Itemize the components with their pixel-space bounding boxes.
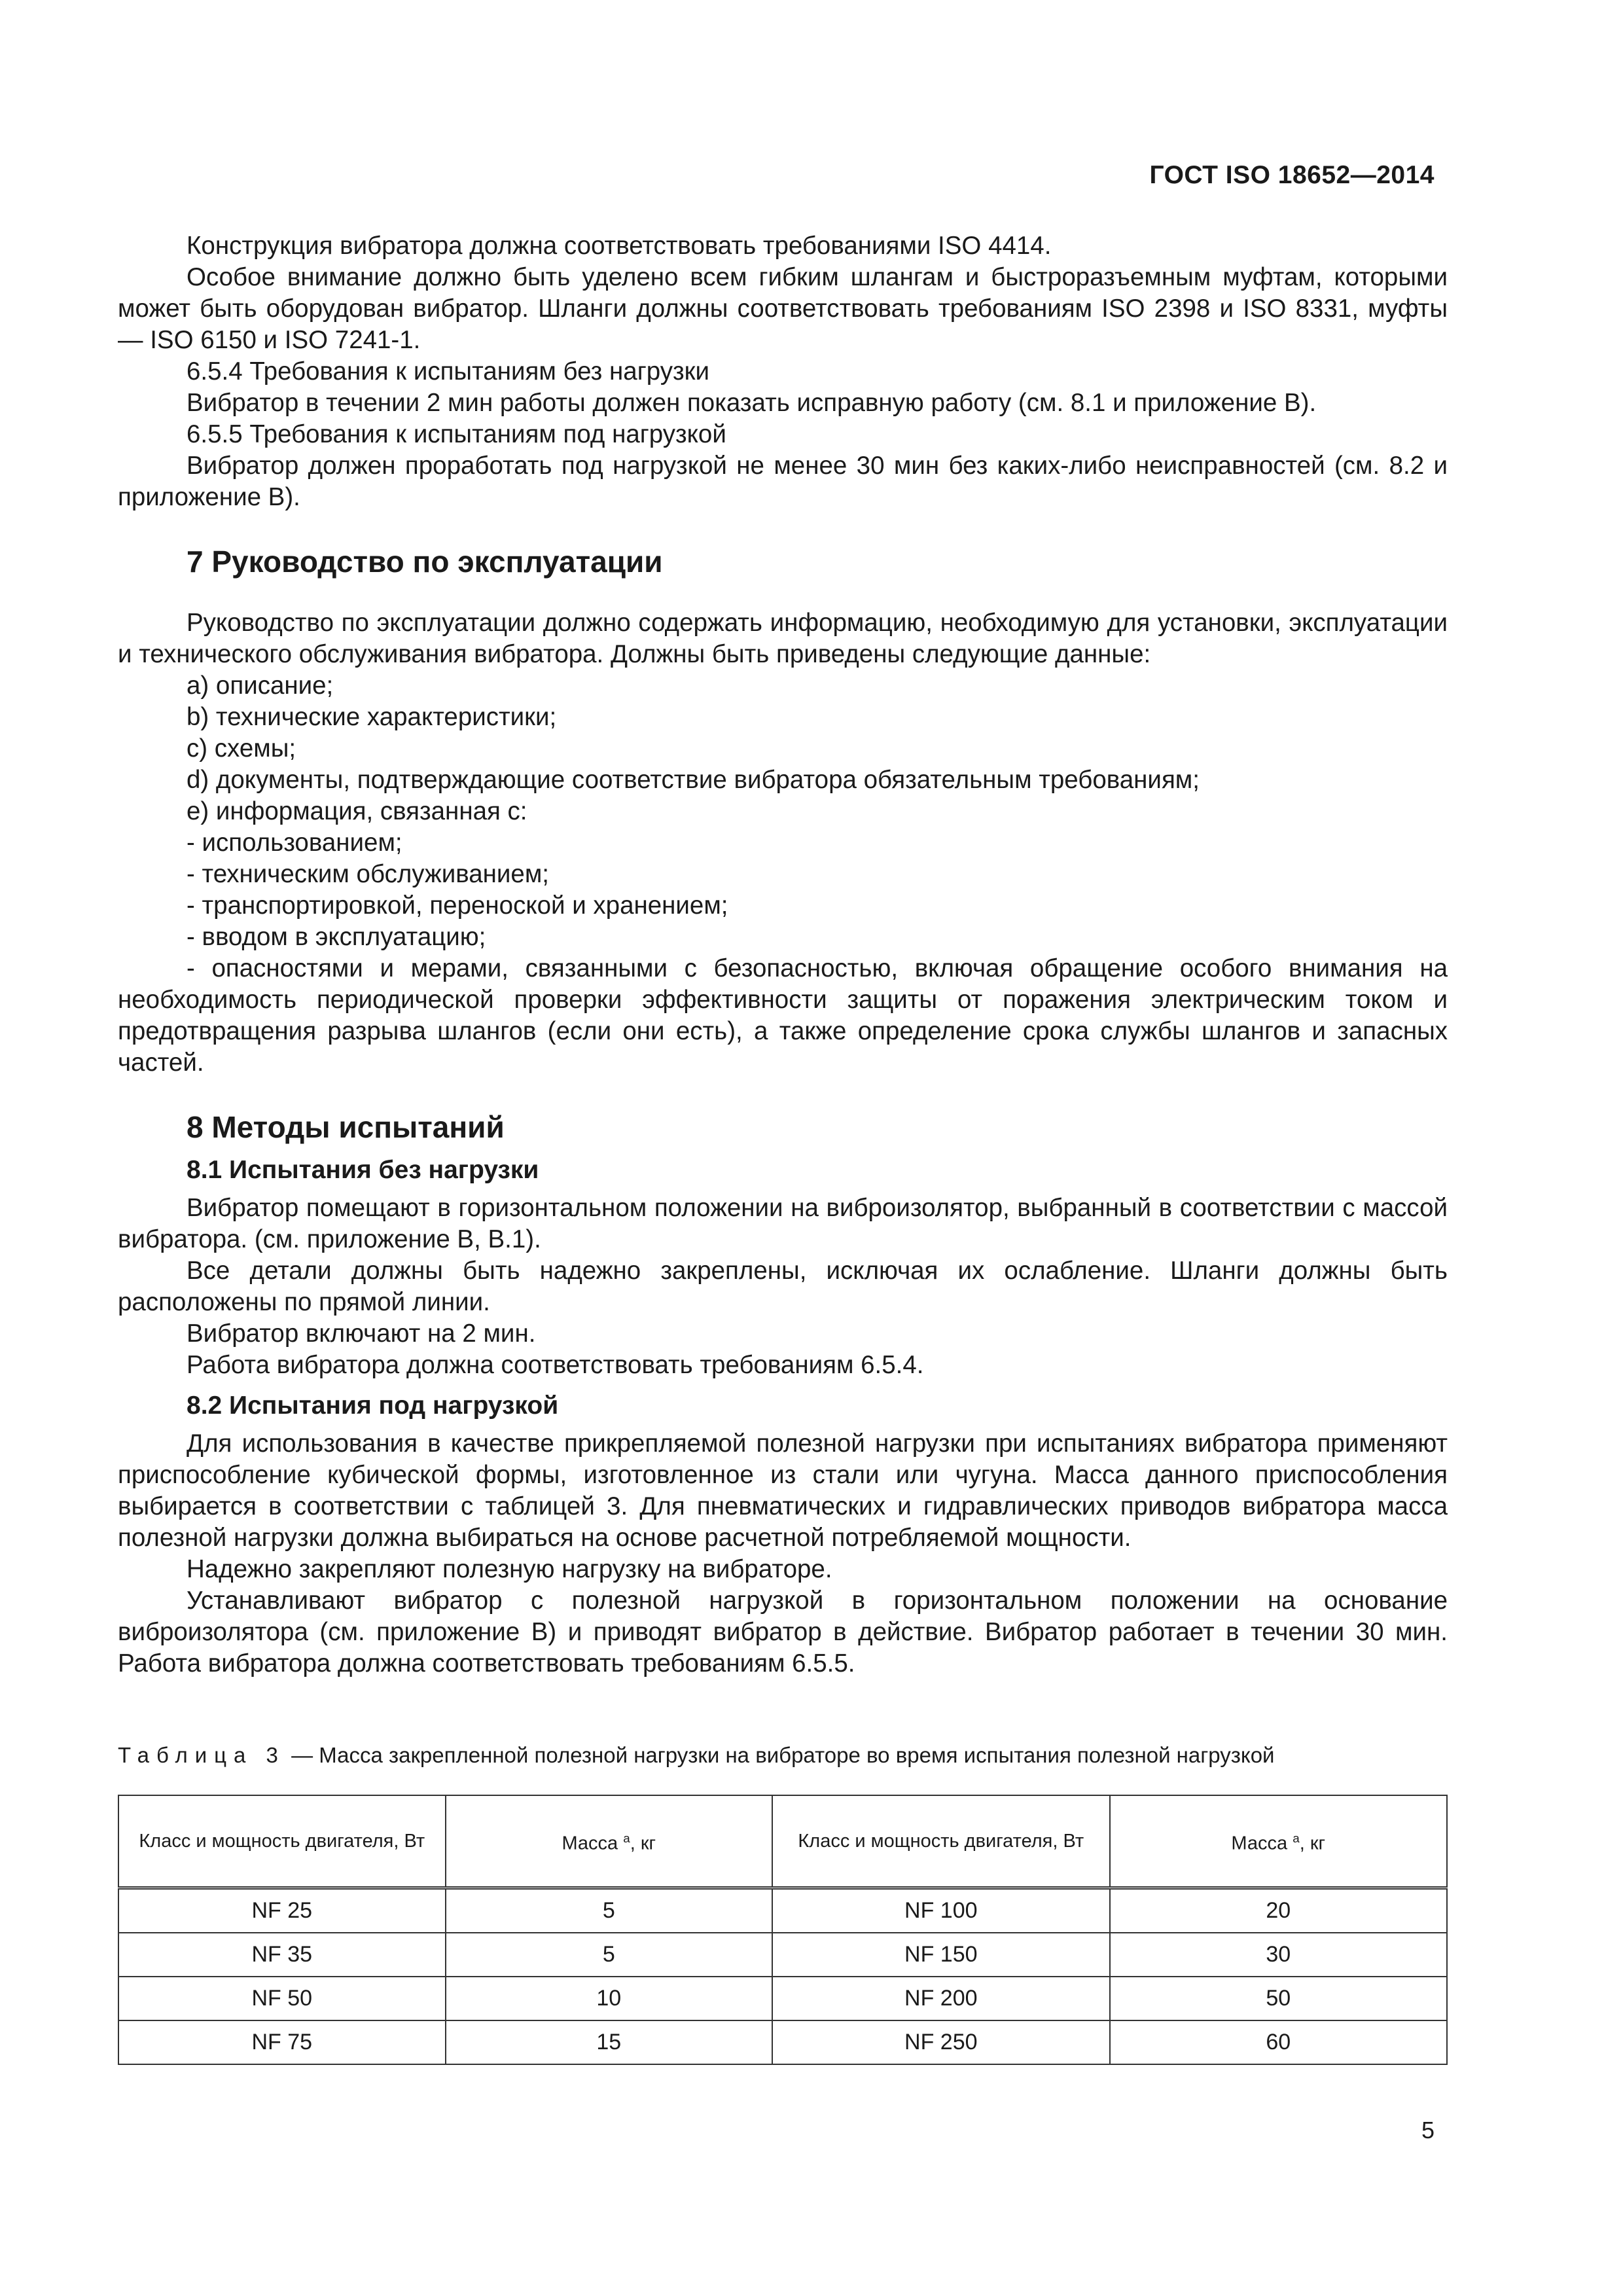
table-row [118,1888,1447,1933]
column-header-mass: Масса $^a$, кг [1110,1795,1447,1888]
payload-mass-table [118,1795,1448,2065]
list-item: e) информация, связанная с: [187,797,527,825]
column-header-class-power: Класс и мощность двигателя, Вт [118,1795,446,1888]
paragraph: Надежно закрепляют полезную нагрузку на вибраторе. [187,1555,832,1583]
table-cell: 50 [1110,1977,1447,2020]
table-cell: NF 75 [118,2020,446,2064]
page-number: 5 [1421,2117,1435,2144]
list-item: - использованием; [187,829,402,857]
list-item: - опасностями и мерами, связанными с безопасностью, включая обращение особого внимания на необходимость периодической проверки эффективности защиты от поражения электрическим током и предотвращения разрыва шлангов (если они есть), а также определение срока службы шлангов и запасных частей. [118,954,1448,1077]
clause-heading: 6.5.4 Требования к испытаниям без нагрузки [187,357,709,386]
table-cell: NF 200 [772,1977,1110,2020]
subsection-8-2-title: 8.2 Испытания под нагрузкой [187,1391,559,1420]
list-item: - вводом в эксплуатацию; [187,923,486,951]
list-item: c) схемы; [187,734,296,762]
table-cell: 10 [446,1977,772,2020]
column-header-mass: Масса $^a$, кг [446,1795,772,1888]
table-row [118,2020,1447,2064]
table-caption-text: — Масса закрепленной полезной нагрузки на вибраторе во время испытания полезной нагрузкой [285,1743,1275,1767]
list-item: b) технические характеристики; [187,703,557,731]
table-cell: 5 [446,1933,772,1977]
paragraph: Вибратор должен проработать под нагрузкой не менее 30 мин без каких-либо неисправностей (см. 8.2 и приложение В). [118,452,1448,511]
page-body [118,230,1448,1679]
paragraph: Все детали должны быть надежно закреплены, исключая их ослабление. Шланги должны быть расположены по прямой линии. [118,1257,1448,1316]
table-cell: 60 [1110,2020,1447,2064]
table-caption-label: Таблица 3 [118,1743,285,1767]
list-item: a) описание; [187,672,334,700]
table-cell: 30 [1110,1933,1447,1977]
table-cell: NF 100 [772,1888,1110,1933]
paragraph: Руководство по эксплуатации должно содержать информацию, необходимую для установки, эксплуатации и технического обслуживания вибратора. Должны быть приведены следующие данные: [118,609,1448,668]
table-cell: NF 250 [772,2020,1110,2064]
paragraph: Вибратор включают на 2 мин. [187,1319,536,1348]
table-row [118,1977,1447,2020]
table-cell: 15 [446,2020,772,2064]
paragraph: Вибратор в течении 2 мин работы должен показать исправную работу (см. 8.1 и приложение В). [187,389,1317,417]
table-cell: NF 150 [772,1933,1110,1977]
paragraph: Устанавливают вибратор с полезной нагрузкой в горизонтальном положении на основание виброизолятора (см. приложение В) и приводят вибратор в действие. Вибратор работает в течении 30 мин. Работа вибратора должна соответствовать требованиям 6.5.5. [118,1587,1448,1677]
table-cell: 5 [446,1888,772,1933]
list-item: d) документы, подтверждающие соответствие вибратора обязательным требованиям; [187,766,1200,794]
table-cell: NF 35 [118,1933,446,1977]
section-7-title: 7 Руководство по эксплуатации [187,545,663,579]
table-cell: NF 50 [118,1977,446,2020]
table-caption [118,1742,1448,1768]
list-item: - техническим обслуживанием; [187,860,550,888]
paragraph: Работа вибратора должна соответствовать требованиям 6.5.4. [187,1351,924,1379]
paragraph: Особое внимание должно быть уделено всем гибким шлангам и быстроразъемным муфтам, которыми может быть оборудован вибратор. Шланги должны соответствовать требованиям ISO 2398 и ISO 8331, муфты — ISO 6150 и ISO 7241-1. [118,263,1448,354]
column-header-class-power: Класс и мощность двигателя, Вт [772,1795,1110,1888]
subsection-8-1-title: 8.1 Испытания без нагрузки [187,1156,539,1184]
clause-heading: 6.5.5 Требования к испытаниям под нагрузкой [187,420,726,448]
list-item: - транспортировкой, переноской и хранением; [187,891,728,920]
section-8-title: 8 Методы испытаний [187,1110,505,1144]
paragraph: Для использования в качестве прикрепляемой полезной нагрузки при испытаниях вибратора применяют приспособление кубической формы, изготовленное из стали или чугуна. Масса данного приспособления выбирается в соответствии с таблицей 3. Для пневматических и гидравлических приводов вибратора масса полезной нагрузки должна выбираться на основе расчетной потребляемой мощности. [118,1429,1448,1552]
paragraph: Вибратор помещают в горизонтальном положении на виброизолятор, выбранный в соответствии с массой вибратора. (см. приложение В, В.1). [118,1194,1448,1253]
table-header-row [118,1795,1447,1888]
table-row [118,1933,1447,1977]
document-id-header: ГОСТ ISO 18652—2014 [1149,161,1435,189]
paragraph: Конструкция вибратора должна соответствовать требованиями ISO 4414. [187,232,1052,260]
table-cell: 20 [1110,1888,1447,1933]
table-cell: NF 25 [118,1888,446,1933]
